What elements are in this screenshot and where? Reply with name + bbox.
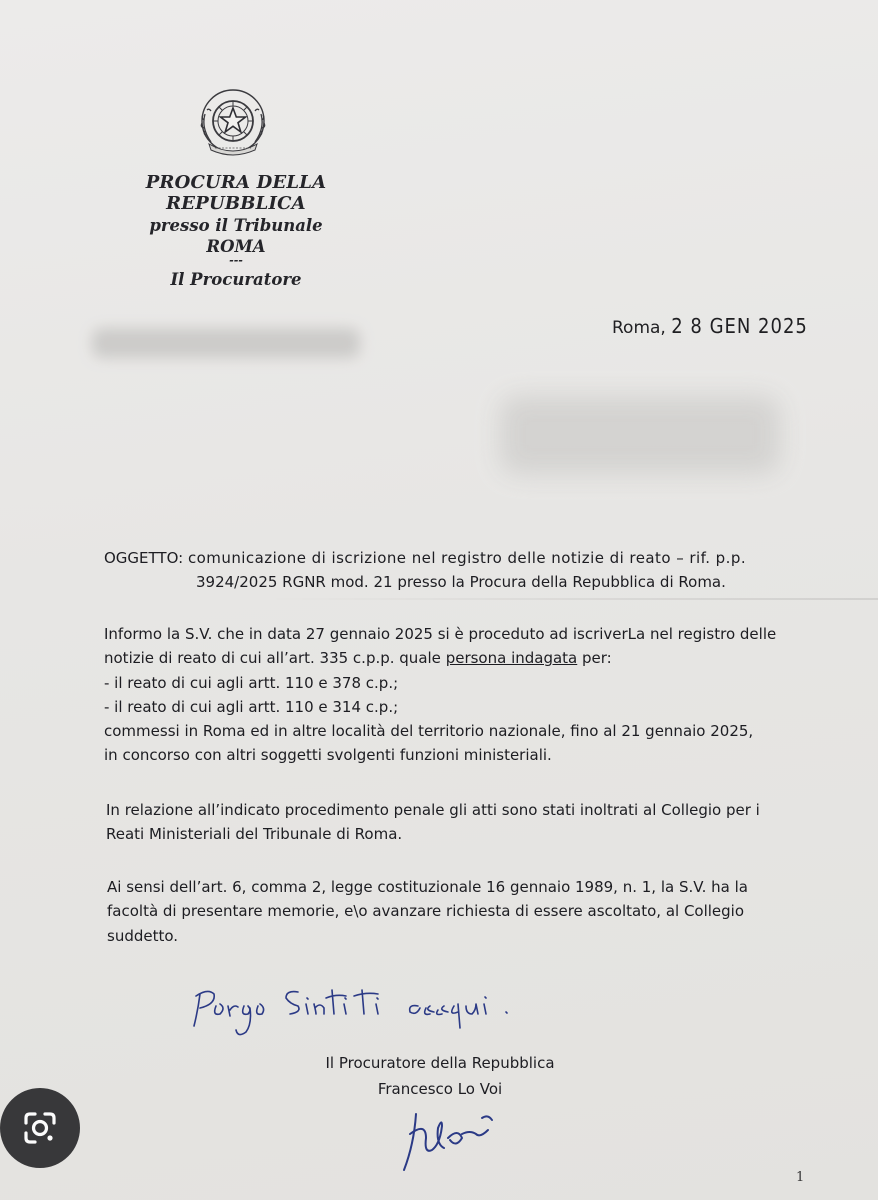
page-number: 1 xyxy=(796,1170,805,1185)
paragraph-3-line-3: suddetto. xyxy=(107,927,179,945)
paragraph-1-line-1: Informo la S.V. che in data 27 gennaio 2025 si è proceduto ad iscriverLa nel registro delle xyxy=(104,625,777,643)
closing-block xyxy=(300,1050,580,1102)
paragraph-2-line-2: Reati Ministeriali del Tribunale di Roma. xyxy=(106,825,403,843)
office-title: PROCURA DELLA REPUBBLICA xyxy=(145,172,327,214)
paragraph-1-line-6: in concorso con altri soggetti svolgenti funzioni ministeriali. xyxy=(104,746,552,764)
paragraph-3-line-2: facoltà di presentare memorie, e\o avanzare richiesta di essere ascoltato, al Collegio xyxy=(107,902,745,920)
paragraph-2-line-1: In relazione all’indicato procedimento penale gli atti sono stati inoltrati al Collegio per i xyxy=(106,801,760,819)
paragraph-1-line-5: commessi in Roma ed in altre località del territorio nazionale, fino al 21 gennaio 2025, xyxy=(104,722,754,740)
court-line: presso il Tribunale xyxy=(149,216,323,235)
date-place: Roma, xyxy=(612,318,666,338)
subject-line-2: 3924/2025 RGNR mod. 21 presso la Procura della Repubblica di Roma. xyxy=(196,573,726,591)
handwritten-signature xyxy=(396,1104,506,1174)
paper-crease xyxy=(0,598,878,600)
handwritten-greeting xyxy=(186,980,526,1042)
lens-icon xyxy=(20,1108,60,1148)
charge-item-1: - il reato di cui agli artt. 110 e 378 c.p.; xyxy=(104,674,399,692)
paragraph-3-line-1: Ai sensi dell’art. 6, comma 2, legge costituzionale 16 gennaio 1989, n. 1, la S.V. ha la xyxy=(107,878,748,896)
subject-text-1: comunicazione di iscrizione nel registro delle notizie di reato – rif. p.p. xyxy=(187,549,747,567)
republic-emblem-icon xyxy=(195,84,271,158)
paragraph-1-line-2 xyxy=(104,646,612,670)
closing-name: Francesco Lo Voi xyxy=(377,1080,503,1098)
closing-title: Il Procuratore della Repubblica xyxy=(325,1054,555,1072)
p1-line2-pre: notizie di reato di cui all’art. 335 c.p.p. quale xyxy=(104,649,446,667)
redacted-protocol-area xyxy=(92,328,360,358)
charge-item-2: - il reato di cui agli artt. 110 e 314 c.p.; xyxy=(104,698,399,716)
date-stamp: 2 8 GEN 2025 xyxy=(671,314,808,338)
subject-label: OGGETTO: xyxy=(104,549,184,567)
p1-line2-post: per: xyxy=(577,649,612,667)
visual-search-button[interactable] xyxy=(0,1088,80,1168)
city-line: ROMA xyxy=(206,237,266,256)
redacted-recipient-area xyxy=(500,396,780,474)
letterhead xyxy=(80,172,392,289)
letterhead-divider: --- xyxy=(229,254,243,267)
subject-line-1 xyxy=(104,546,746,570)
letter-date xyxy=(612,314,808,338)
underlined-persona-indagata: persona indagata xyxy=(445,649,578,667)
role-line: Il Procuratore xyxy=(170,270,302,289)
